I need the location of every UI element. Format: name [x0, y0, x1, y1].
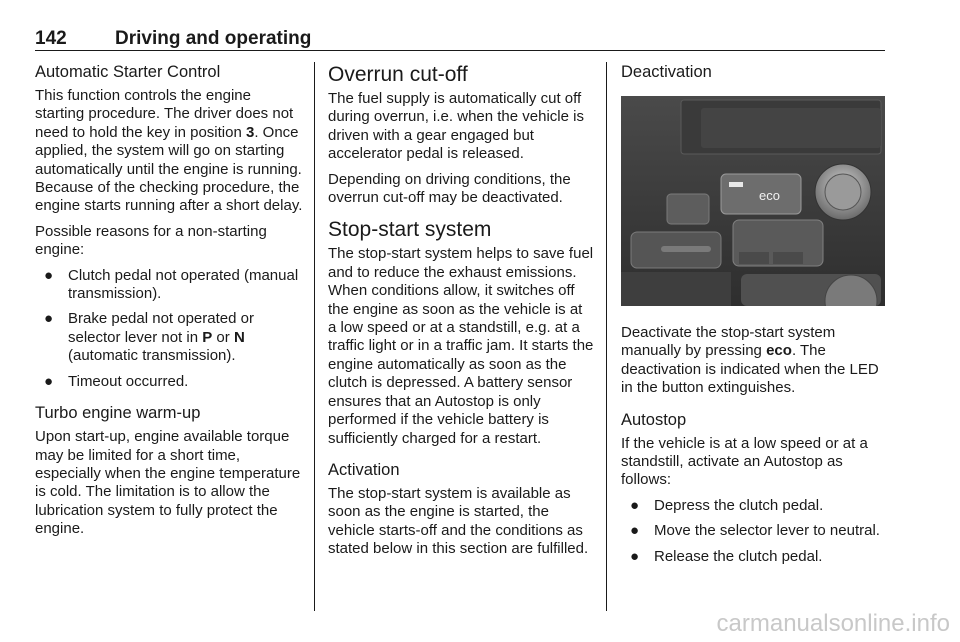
bullet-marker: ●	[630, 547, 640, 565]
bullet-marker: ●	[44, 310, 54, 328]
paragraph-overrun: The fuel supply is automatically cut off during overrun, i.e. when the vehicle is driven with a gear engaged but accelerator pedal is released.	[328, 90, 584, 163]
column-divider-1	[314, 62, 315, 611]
gear-p: P	[202, 328, 213, 346]
section-heading-deactivation: Deactivation	[621, 63, 712, 81]
list-item-text: Depress the clutch pedal.	[654, 496, 824, 514]
column-divider-2	[606, 62, 607, 611]
paragraph-activation: The stop-start system is available as soon as the engine is started, the vehicle starts-off and the conditions as stated below in this section are fulfilled.	[328, 484, 589, 558]
eco-button-label: eco	[759, 188, 780, 203]
text-run: Deactivate the stop-start system manually by pressing	[621, 324, 836, 360]
list-item	[35, 373, 303, 391]
header-rule	[35, 50, 885, 51]
eco-button-illustration	[621, 96, 885, 306]
bullet-marker: ●	[630, 522, 640, 540]
section-heading-automatic-starter: Automatic Starter Control	[35, 63, 221, 81]
list-item-text: Release the clutch pedal.	[654, 547, 823, 565]
column-right	[621, 62, 889, 573]
list-item-text: Brake pedal not operated or selector lever not in	[68, 310, 254, 346]
page-number: 142	[35, 28, 67, 49]
list-item	[621, 548, 889, 566]
bullet-marker: ●	[630, 496, 640, 514]
watermark: carmanualsonline.info	[716, 610, 950, 637]
paragraph-overrun-conditions: Depending on driving conditions, the overrun cut-off may be deactivated.	[328, 170, 571, 207]
list-item-text: (automatic transmission).	[68, 347, 236, 365]
section-heading-overrun: Overrun cut-off	[328, 63, 468, 86]
text-run: . The deactivation is indicated when the LED in the button extinguishes.	[621, 342, 879, 397]
paragraph-turbo: Upon start-up, engine available torque may be limited for a short time, especially when the engine temperature is cold. The limitation is to allow the lubrication system to fully protect the engine.	[35, 428, 301, 538]
key-position: 3	[245, 123, 255, 141]
gear-n: N	[233, 328, 245, 346]
list-item-text: Clutch pedal not operated (manual transmission).	[68, 266, 299, 303]
paragraph-deactivate	[621, 324, 889, 398]
column-middle	[328, 62, 594, 566]
list-item-text: Move the selector lever to neutral.	[654, 522, 880, 540]
paragraph-starter-control	[35, 87, 303, 216]
list-item	[35, 267, 303, 304]
bullet-marker: ●	[44, 372, 54, 390]
bullet-marker: ●	[44, 266, 54, 284]
list-item	[35, 310, 303, 365]
paragraph-stop-start: The stop-start system helps to save fuel and to reduce the exhaust emissions. When conditions allow, it switches off the engine as soon as the vehicle is at a low speed or at a standstill, e.g. at a traffic light or in a traffic jam. It starts the engine automatically as soon as the clutch is depressed. A battery sensor ensures that an Autostop is only performed if the vehicle battery is sufficiently charged for a restart.	[328, 245, 594, 447]
section-heading-autostop: Autostop	[621, 410, 687, 429]
text-run: . Once applied, the system will go on starting automatically until the engine is running. Because of the checking procedure, the engine starts running after a short delay.	[35, 123, 303, 215]
section-heading-stop-start: Stop-start system	[328, 218, 492, 242]
page-header	[35, 28, 885, 50]
section-heading-activation: Activation	[328, 460, 400, 479]
bullet-list-autostop	[621, 497, 889, 566]
list-item-text: Timeout occurred.	[68, 372, 189, 390]
list-item	[621, 497, 889, 515]
bullet-list-reasons	[35, 267, 303, 391]
column-left	[35, 62, 303, 546]
section-heading-turbo: Turbo engine warm-up	[35, 404, 201, 423]
eco-key: eco	[766, 342, 792, 360]
running-title: Driving and operating	[115, 28, 312, 49]
text-run: This function controls the engine starting procedure. The driver does not need to hold the key in position	[35, 87, 294, 141]
paragraph-non-starting: Possible reasons for a non-starting engine:	[35, 222, 267, 259]
paragraph-autostop: If the vehicle is at a low speed or at a standstill, activate an Autostop as follows:	[621, 434, 868, 489]
list-item-text: or	[212, 328, 234, 346]
list-item	[621, 522, 889, 540]
